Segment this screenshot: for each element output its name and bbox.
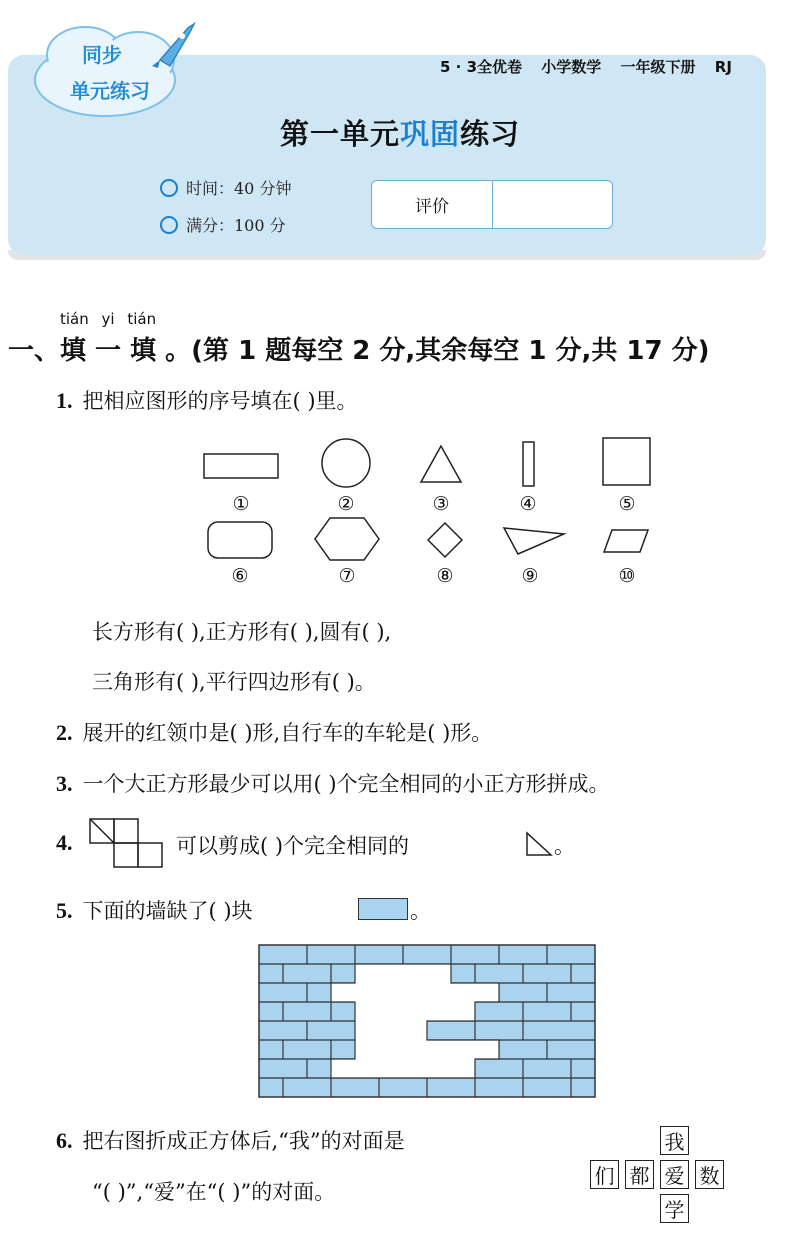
badge-line1: 同步	[82, 43, 122, 67]
score-text: 满分：100 分	[186, 216, 286, 235]
series-edition: 5 · 3全优卷	[440, 58, 523, 76]
question-6-line2[interactable]: “( )”,“爱”在“( )”的对面。	[92, 1180, 336, 1204]
shape-parallelogram	[604, 530, 648, 552]
evaluation-label: 评价	[372, 181, 493, 228]
shape-label-1: ①	[232, 493, 250, 515]
cube-net-figure	[590, 1126, 730, 1224]
title-part2: 练习	[460, 117, 521, 151]
question-4-end: 。	[554, 834, 575, 858]
series-subject: 小学数学	[541, 58, 602, 76]
shape-rounded-rectangle	[208, 522, 272, 558]
evaluation-field[interactable]	[493, 181, 612, 228]
question-3-number: 3.	[56, 771, 73, 796]
shape-label-4: ④	[519, 493, 537, 515]
shape-label-2: ②	[337, 493, 355, 515]
time-row	[160, 176, 291, 199]
question-5	[56, 895, 253, 925]
hourglass-icon	[160, 179, 178, 197]
net-cell-1: 们	[590, 1160, 619, 1189]
question-3	[56, 768, 610, 798]
question-2-number: 2.	[56, 720, 73, 745]
question-1-answer-line2[interactable]: 三角形有( ),平行四边形有( )。	[92, 670, 376, 694]
shape-label-6: ⑥	[231, 565, 249, 587]
series-version: RJ	[714, 58, 732, 76]
brick-icon	[358, 898, 408, 920]
question-2-text[interactable]: 展开的红领巾是( )形,自行车的车轮是( )形。	[82, 721, 493, 745]
page-title	[0, 112, 800, 153]
section-pinyin: tián yi tián	[60, 310, 157, 328]
question-5-end: 。	[410, 899, 431, 923]
brick-wall-figure	[258, 944, 598, 1100]
shape-label-5: ⑤	[618, 493, 636, 515]
shape-hexagon	[315, 518, 379, 560]
question-4-number: 4.	[56, 830, 73, 855]
shape-circle	[322, 439, 370, 487]
shape-triangle	[421, 446, 461, 482]
badge-cloud	[30, 10, 200, 120]
shape-label-7: ⑦	[338, 565, 356, 587]
question-1-text: 把相应图形的序号填在( )里。	[82, 389, 358, 413]
shape-diamond	[428, 523, 462, 557]
time-text: 时间：40 分钟	[186, 179, 292, 198]
net-cell-top: 我	[660, 1126, 689, 1155]
question-4-text-a[interactable]: 可以剪成( )个完全相同的	[176, 834, 410, 858]
series-info	[440, 56, 746, 77]
question-2	[56, 717, 492, 747]
net-cell-4: 数	[695, 1160, 724, 1189]
small-triangle-icon	[524, 830, 554, 858]
net-cell-2: 都	[625, 1160, 654, 1189]
question-6-number: 6.	[56, 1128, 73, 1153]
shape-label-8: ⑧	[436, 565, 454, 587]
shape-label-3: ③	[432, 493, 450, 515]
question-4	[56, 830, 83, 856]
score-row	[160, 213, 286, 236]
question-6	[56, 1125, 405, 1155]
shape-rectangle	[204, 454, 278, 478]
shapes-figure	[190, 430, 670, 590]
title-highlight: 巩固	[399, 117, 460, 151]
check-icon	[160, 216, 178, 234]
question-6-line1: 把右图折成正方体后,“我”的对面是	[82, 1129, 405, 1153]
badge-line2: 单元练习	[70, 79, 150, 103]
question-1-answer-line1[interactable]: 长方形有( ),正方形有( ),圆有( ),	[92, 620, 392, 644]
question-4-text	[176, 830, 409, 860]
shape-label-9: ⑨	[521, 565, 539, 587]
shape-acute-triangle	[504, 528, 564, 554]
net-cell-bottom: 学	[660, 1194, 689, 1223]
shape-thin-rectangle	[523, 442, 534, 486]
question-5-number: 5.	[56, 898, 73, 923]
shape-square	[603, 438, 650, 485]
question-3-text[interactable]: 一个大正方形最少可以用( )个完全相同的小正方形拼成。	[82, 772, 610, 796]
net-cell-3: 爱	[660, 1160, 689, 1189]
title-part1: 第一单元	[279, 117, 400, 151]
shape-label-10: ⑩	[618, 565, 636, 587]
section-heading: 一、填 一 填 。(第 1 题每空 2 分,其余每空 1 分,共 17 分)	[8, 336, 710, 366]
series-grade: 一年级下册	[620, 58, 696, 76]
question-1-number: 1.	[56, 388, 73, 413]
question-5-text-a[interactable]: 下面的墙缺了( )块	[82, 899, 253, 923]
q4-grid-figure	[88, 817, 168, 871]
evaluation-box	[371, 180, 613, 229]
question-1	[56, 385, 358, 415]
